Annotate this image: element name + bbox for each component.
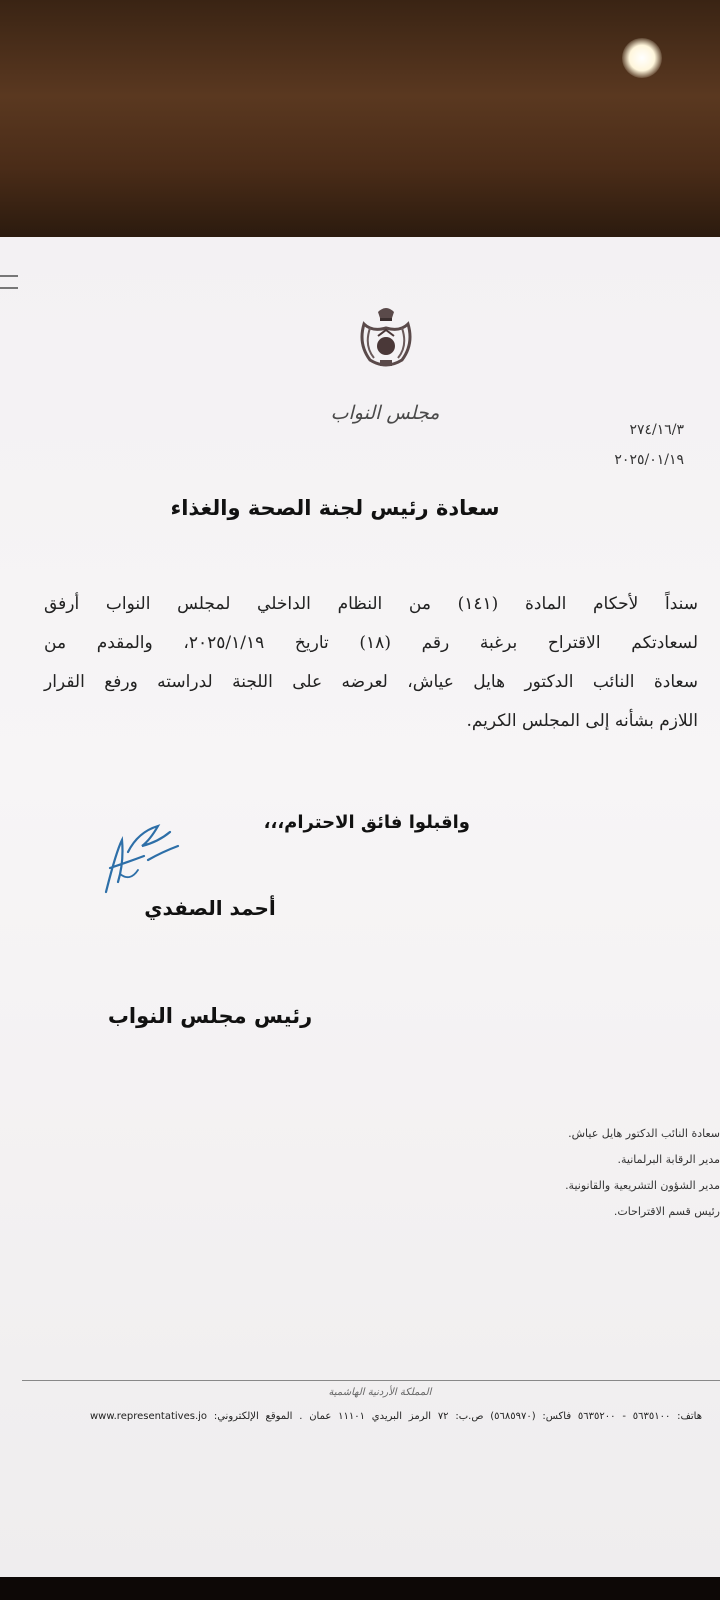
body-line: اللازم بشأنه إلى المجلس الكريم. (466, 711, 698, 731)
body-line: لسعادتكم الاقتراح برغبة رقم (١٨) تاريخ ٢٠٢٥/١/١٩، والمقدم من (44, 633, 698, 653)
body-line: سنداً لأحكام المادة (١٤١) من النظام الداخلي لمجلس النواب أرفق (44, 594, 698, 614)
footer-kingdom: المملكة الأردنية الهاشمية (328, 1387, 432, 1398)
reference-number: ٢٧٤/١٦/٣ (629, 422, 684, 438)
cc-item: رئيس قسم الاقتراحات. (613, 1205, 720, 1218)
closing-salutation: واقبلوا فائق الاحترام،،، (263, 812, 470, 833)
signer-name: أحمد الصفدي (144, 896, 276, 920)
body-line: سعادة النائب الدكتور هايل عياش، لعرضه على اللجنة لدراسته ورفع القرار (44, 672, 698, 692)
cc-item: سعادة النائب الدكتور هايل عياش. (568, 1127, 720, 1140)
ceiling-light (622, 38, 662, 78)
footer-divider (22, 1380, 720, 1381)
house-name: مجلس النواب (330, 402, 440, 424)
royal-crown-emblem-icon (350, 302, 422, 374)
addressee: سعادة رئيس لجنة الصحة والغذاء (170, 496, 500, 520)
cc-item: مدير الشؤون التشريعية والقانونية. (565, 1179, 720, 1192)
paper-edge-mark (0, 287, 18, 289)
signer-title: رئيس مجلس النواب (107, 1004, 313, 1028)
footer-contact: هاتف: ٥٦٣٥١٠٠ - ٥٦٣٥٢٠٠ فاكس: (٥٦٨٥٩٧٠) ص.ب: ٧٢ الرمز البريدي ١١١٠١ عمان . الموقع الإلكتروني: www.representatives.jo (90, 1411, 702, 1422)
wooden-background (0, 0, 720, 240)
cc-item: مدير الرقابة البرلمانية. (617, 1153, 720, 1166)
table-surface (0, 1577, 720, 1600)
reference-date: ٢٠٢٥/٠١/١٩ (614, 452, 684, 468)
paper-edge-mark (0, 275, 18, 277)
